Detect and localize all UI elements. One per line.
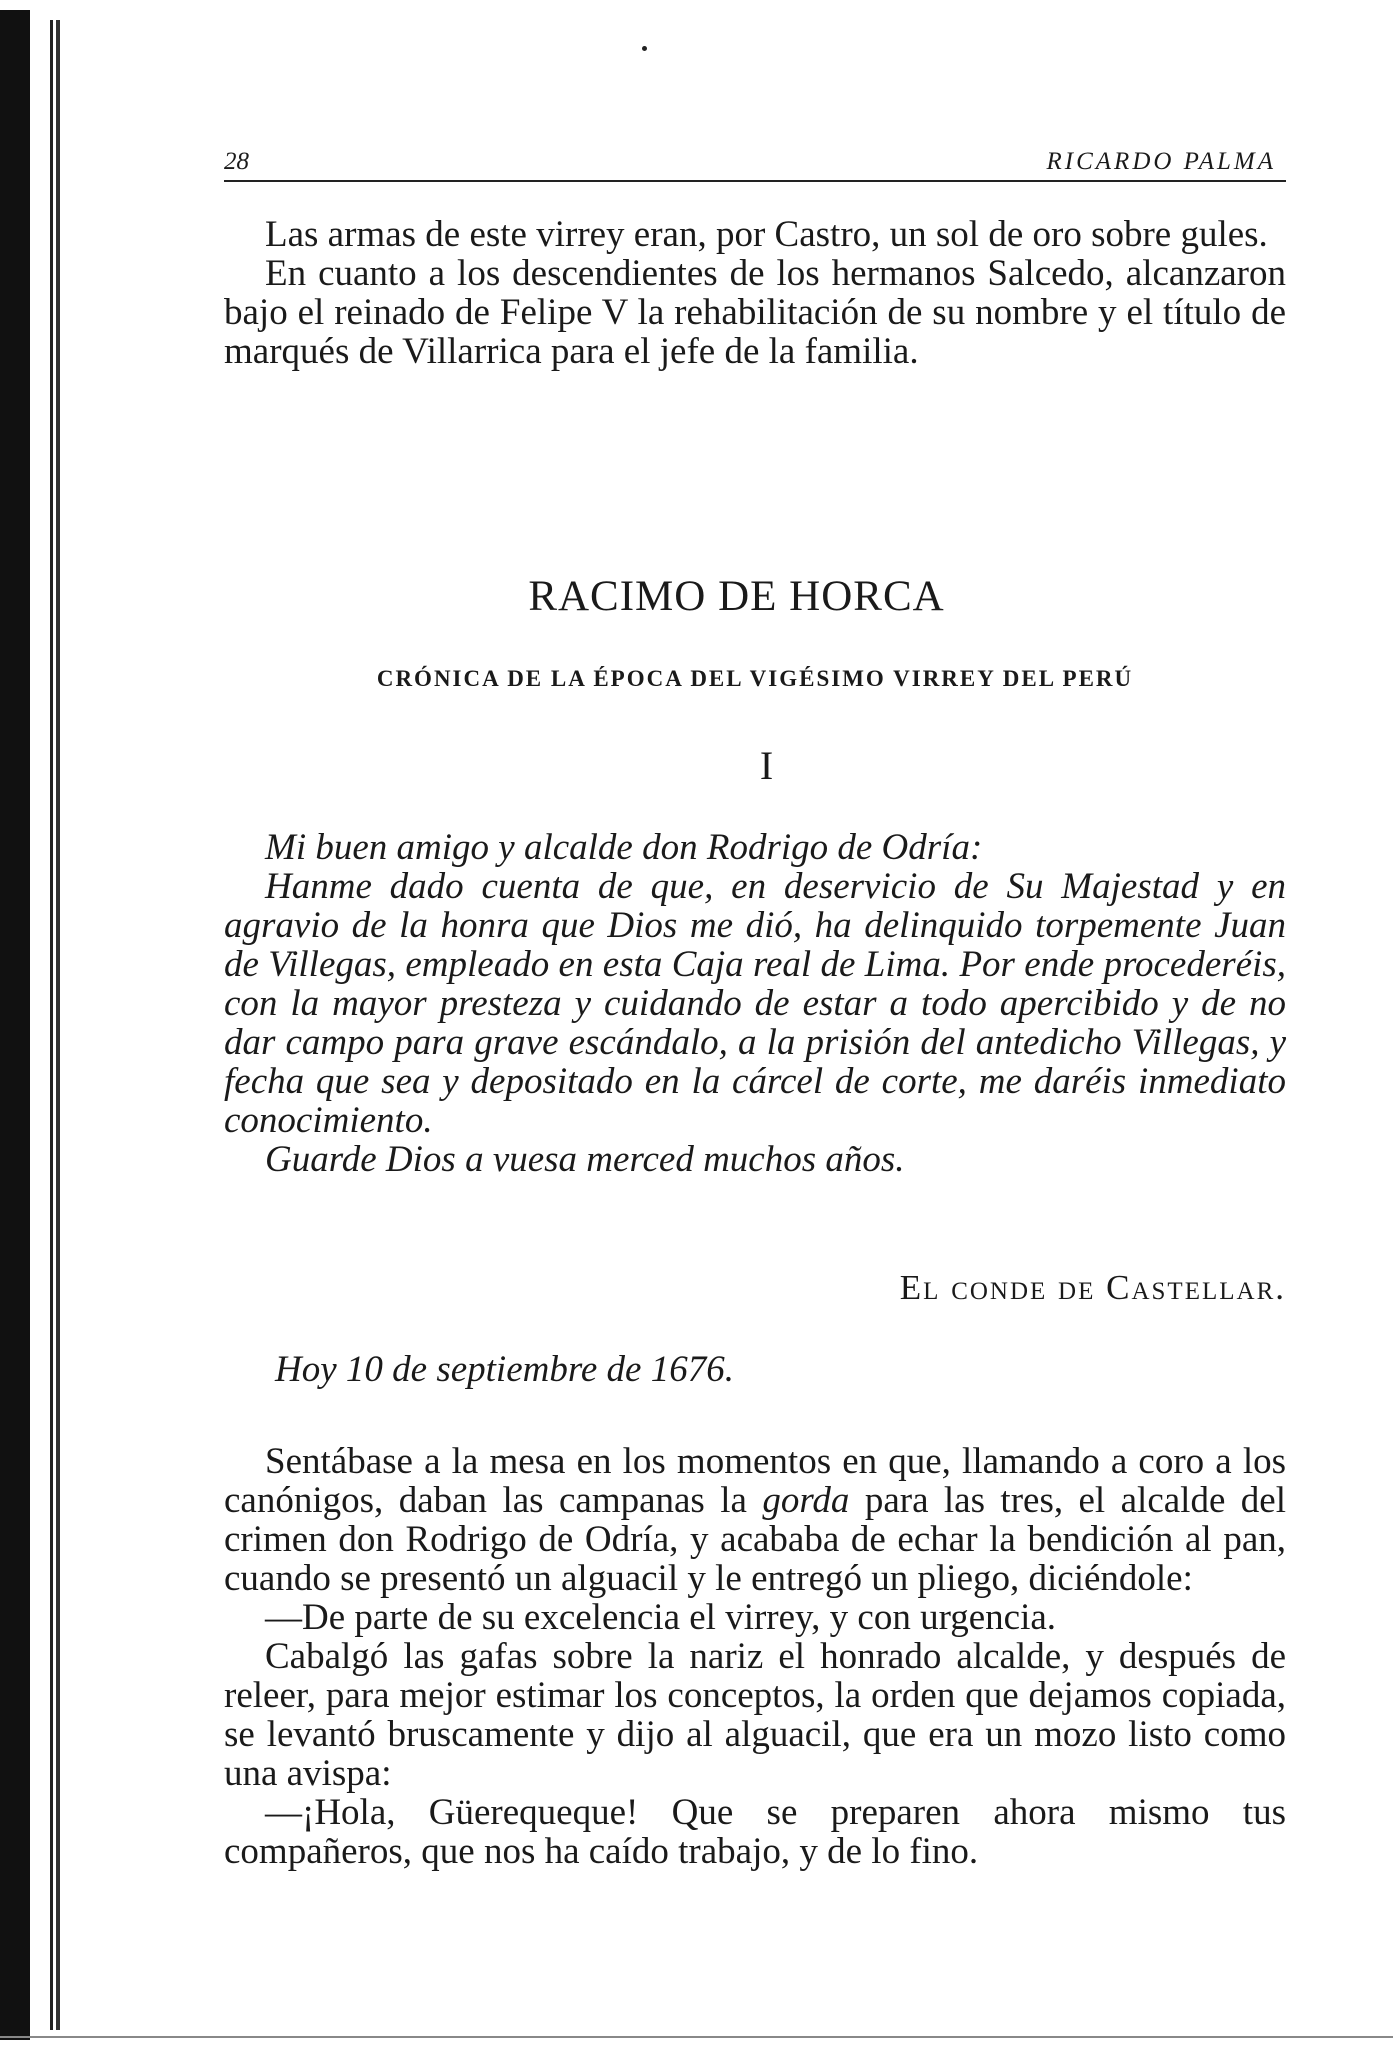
narrative-paragraph: Sentábase a la mesa en los momentos en que, llamando a coro a los canónigos, daban las campanas la gorda para las tres, el alcalde del crimen don Rodrigo de Odría, y acababa de echar la bendición al pan, cuando se presentó un alguacil y le entregó un pliego, diciéndole: — [224, 1441, 1286, 1599]
viceroy-letter — [224, 828, 1286, 1179]
section-number: I — [759, 743, 774, 788]
binding-edge — [0, 10, 30, 2040]
intro-paragraph: En cuanto a los descendientes de los hermanos Salcedo, alcanzaron bajo el reinado de Felipe V la rehabilitación de su nombre y el título de marqués de Villarrica para el jefe de la familia. — [224, 253, 1286, 372]
emphasis-gorda: gorda — [762, 1480, 850, 1521]
chapter-title: RACIMO DE HORCA — [528, 573, 945, 620]
letter-body: Hanme dado cuenta de que, en deservicio de Su Majestad y en agravio de la honra que Dios me dió, ha delinquido torpemente Juan de Villegas, empleado en esta Caja real de Lima. Por ende procederéis, con la mayor presteza y cuidando de estar a todo apercibido y de no dar campo para grave escándalo, a la prisión del antedicho Villegas, y fecha que sea y depositado en la cárcel de corte, me daréis inmediato conocimiento. — [224, 866, 1286, 1141]
narrative-paragraph: —¡Hola, Güerequeque! Que se preparen ahora mismo tus compañeros, que nos ha caído trabajo, y de lo fino. — [224, 1792, 1286, 1872]
narrative-text — [224, 1442, 1286, 1871]
letter-salutation: Mi buen amigo y alcalde don Rodrigo de Odría: — [265, 827, 983, 868]
letter-signature: El conde de Castellar. — [899, 1268, 1286, 1307]
narrative-paragraph: Cabalgó las gafas sobre la nariz el honrado alcalde, y después de releer, para mejor estimar los conceptos, la orden que dejamos copiada, se levantó bruscamente y dijo al alguacil, que era un mozo listo como una avispa: — [224, 1636, 1286, 1794]
intro-text — [224, 215, 1286, 371]
letter-date: Hoy 10 de septiembre de 1676. — [275, 1349, 734, 1390]
page-bottom-edge — [0, 2036, 1393, 2038]
running-header — [224, 142, 1286, 182]
binding-lines — [50, 20, 60, 2030]
print-speck — [642, 46, 647, 51]
narrative-paragraph: —De parte de su excelencia el virrey, y con urgencia. — [265, 1597, 1057, 1638]
intro-paragraph: Las armas de este virrey eran, por Castro, un sol de oro sobre gules. — [265, 214, 1268, 255]
page-number: 28 — [224, 148, 249, 175]
running-author: RICARDO PALMA — [1046, 148, 1276, 175]
chapter-subtitle: CRÓNICA DE LA ÉPOCA DEL VIGÉSIMO VIRREY DEL PERÚ — [376, 666, 1134, 691]
letter-closing: Guarde Dios a vuesa merced muchos años. — [265, 1139, 905, 1180]
